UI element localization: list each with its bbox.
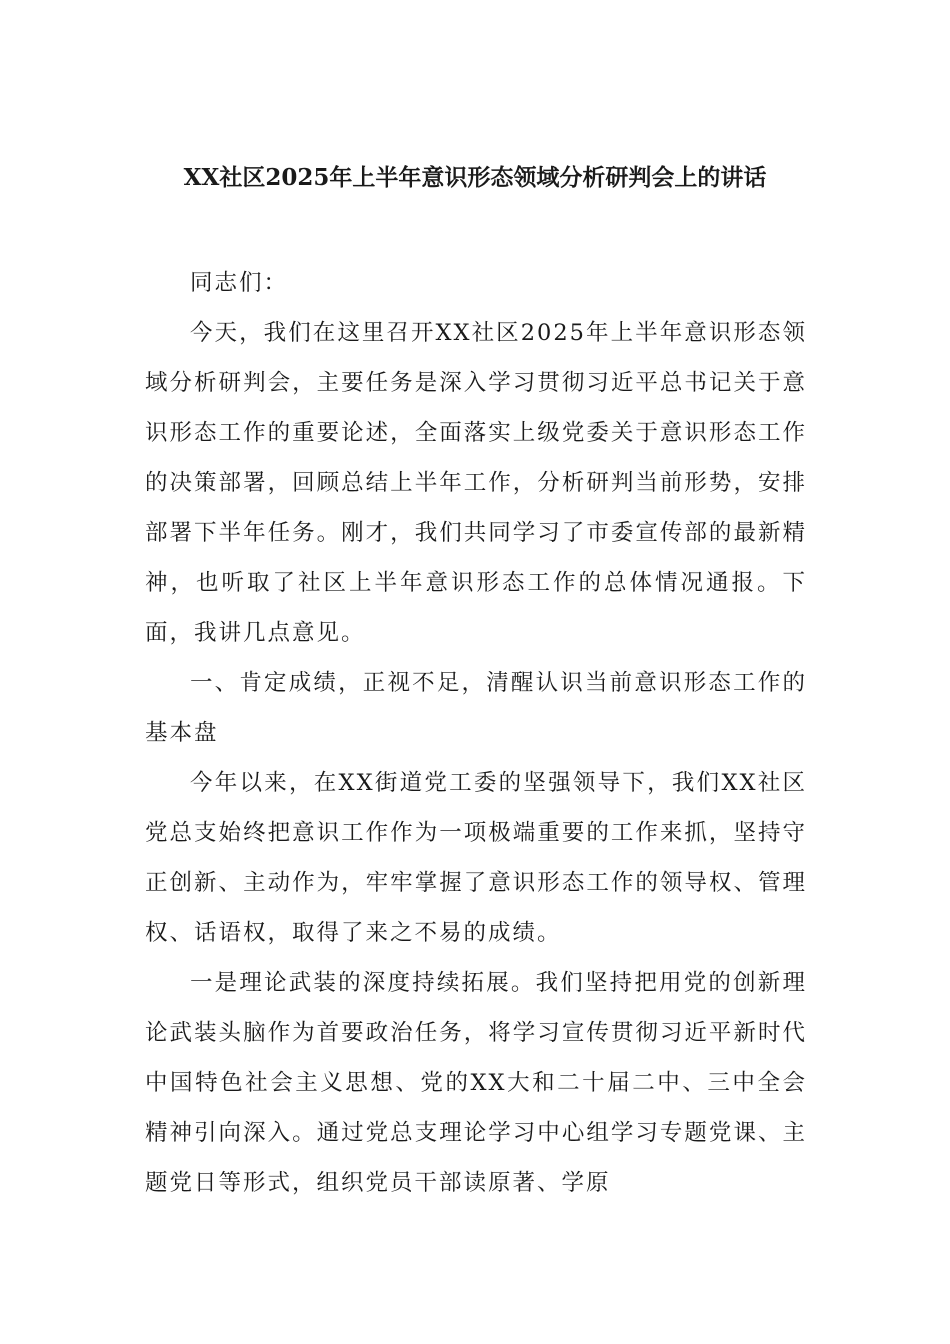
- salutation: 同志们：: [190, 270, 289, 296]
- paragraph-intro: 今天，我们在这里召开XX社区2025年上半年意识形态领域分析研判会，主要任务是深入学习贯彻习近平总书记关于意识形态工作的重要论述，全面落实上级党委关于意识形态工作的决策部署，回顾总结上半年工作，分析研判当前形势，安排部署下半年任务。刚才，我们共同学习了市委宣传部的最新精神，也听取了社区上半年意识形态工作的总体情况通报。下面，我讲几点意见。: [145, 320, 807, 646]
- document-body: [145, 258, 807, 1208]
- paragraph-theory: 一是理论武装的深度持续拓展。我们坚持把用党的创新理论武装头脑作为首要政治任务，将学习宣传贯彻习近平新时代中国特色社会主义思想、党的XX大和二十届二中、三中全会精神引向深入。通过党总支理论学习中心组学习专题党课、主题党日等形式，组织党员干部读原著、学原: [145, 970, 807, 1196]
- paragraph-achievements: 今年以来，在XX街道党工委的坚强领导下，我们XX社区党总支始终把意识工作作为一项极端重要的工作来抓，坚持守正创新、主动作为，牢牢掌握了意识形态工作的领导权、管理权、话语权，取得了来之不易的成绩。: [145, 770, 807, 946]
- document-title: XX社区2025年上半年意识形态领域分析研判会上的讲话: [183, 164, 767, 191]
- section-heading-1: 一、肯定成绩，正视不足，清醒认识当前意识形态工作的基本盘: [145, 670, 807, 746]
